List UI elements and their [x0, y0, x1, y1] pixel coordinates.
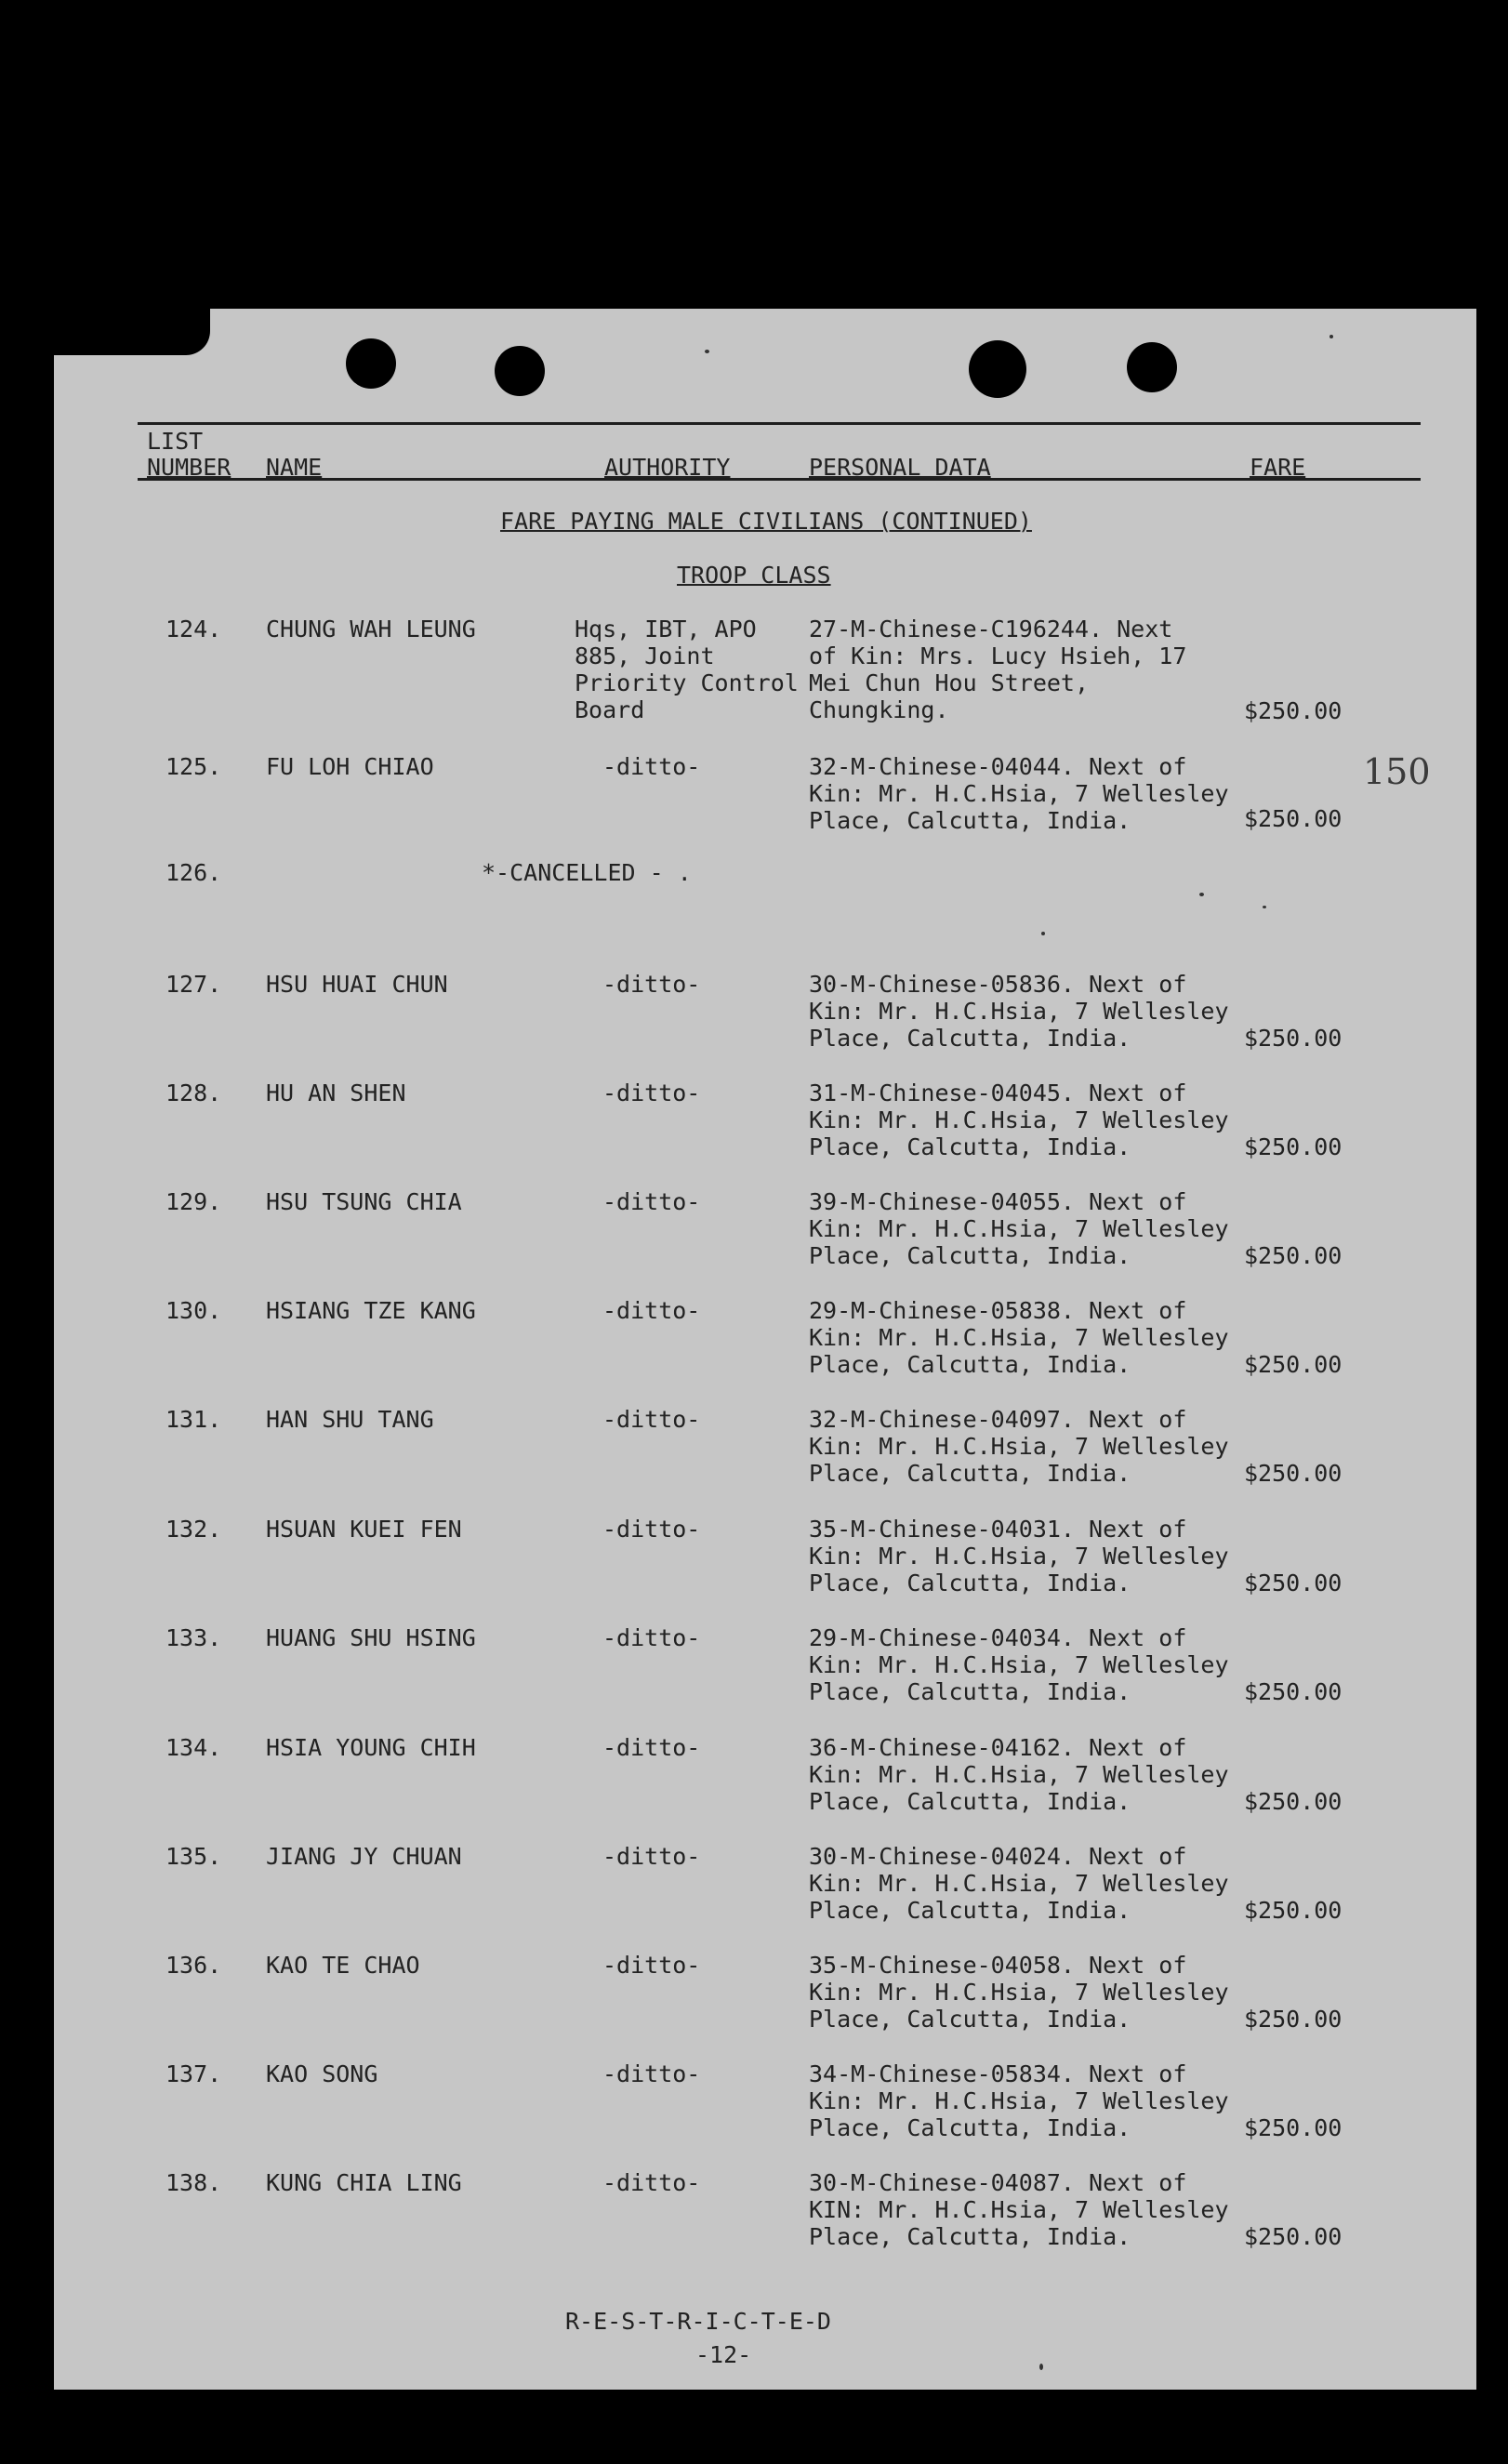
entry-name: KAO TE CHAO — [266, 1952, 420, 1979]
entry-authority: -ditto- — [602, 1297, 701, 1324]
entry-fare: $250.00 — [1244, 2114, 1343, 2141]
entry-personal-data: 32-M-Chinese-04044. Next of Kin: Mr. H.C.Hsia, 7 Wellesley Place, Calcutta, India. — [809, 753, 1229, 834]
scan-speck — [705, 350, 709, 353]
margin-page-stamp: 150 — [1363, 751, 1431, 792]
entry-fare: $250.00 — [1244, 2223, 1343, 2250]
entry-name: HSU HUAI CHUN — [266, 971, 448, 998]
scan-speck — [1199, 893, 1204, 896]
entry-fare: $250.00 — [1244, 1025, 1343, 1052]
entry-number: 131. — [165, 1406, 222, 1433]
entry-number: 127. — [165, 971, 222, 998]
subsection-title: TROOP CLASS — [677, 562, 831, 589]
list-entry — [54, 971, 1476, 1067]
list-entry — [54, 2169, 1476, 2266]
list-entry — [54, 1188, 1476, 1285]
entry-authority: -ditto- — [602, 1952, 701, 1979]
entry-number: 134. — [165, 1734, 222, 1761]
entry-personal-data: 39-M-Chinese-04055. Next of Kin: Mr. H.C.Hsia, 7 Wellesley Place, Calcutta, India. — [809, 1188, 1229, 1269]
entry-fare: $250.00 — [1244, 1678, 1343, 1705]
document-page — [54, 309, 1476, 2390]
entry-fare: $250.00 — [1244, 697, 1343, 724]
page-number: -12- — [695, 2341, 752, 2368]
entry-fare: $250.00 — [1244, 1351, 1343, 1378]
entry-authority: -ditto- — [602, 1843, 701, 1870]
list-entry — [54, 616, 1476, 724]
header-number-label: NUMBER — [147, 454, 231, 481]
entry-authority: Hqs, IBT, APO 885, Joint Priority Control Board — [575, 616, 799, 723]
entry-authority: -ditto- — [602, 1188, 701, 1215]
entry-name: HSIA YOUNG CHIH — [266, 1734, 476, 1761]
entry-number: 126. — [165, 859, 222, 886]
scan-speck — [1329, 335, 1333, 338]
entry-number: 129. — [165, 1188, 222, 1215]
punch-hole-2 — [495, 346, 545, 396]
entry-fare: $250.00 — [1244, 805, 1343, 832]
punch-hole-4 — [1127, 342, 1177, 392]
header-fare-label: FARE — [1250, 454, 1306, 481]
entry-name: HSU TSUNG CHIA — [266, 1188, 462, 1215]
entry-number: 132. — [165, 1516, 222, 1543]
entry-personal-data: 27-M-Chinese-C196244. Next of Kin: Mrs. Lucy Hsieh, 17 Mei Chun Hou Street, Chungking. — [809, 616, 1187, 723]
entry-authority: -ditto- — [602, 2060, 701, 2087]
entry-fare: $250.00 — [1244, 1460, 1343, 1487]
list-entry — [54, 1516, 1476, 1612]
header-bottom-rule — [138, 478, 1421, 481]
entry-fare: $250.00 — [1244, 1788, 1343, 1815]
entry-personal-data: 31-M-Chinese-04045. Next of Kin: Mr. H.C.Hsia, 7 Wellesley Place, Calcutta, India. — [809, 1080, 1229, 1160]
header-list-label: LIST — [147, 428, 204, 455]
section-title: FARE PAYING MALE CIVILIANS (CONTINUED) — [500, 508, 1032, 535]
entry-name: HAN SHU TANG — [266, 1406, 434, 1433]
entry-number: 125. — [165, 753, 222, 780]
entry-personal-data: 35-M-Chinese-04031. Next of Kin: Mr. H.C.Hsia, 7 Wellesley Place, Calcutta, India. — [809, 1516, 1229, 1596]
entry-number: 124. — [165, 616, 222, 642]
entry-fare: $250.00 — [1244, 1897, 1343, 1924]
entry-fare: $250.00 — [1244, 2006, 1343, 2033]
entry-number: 130. — [165, 1297, 222, 1324]
list-entry — [54, 1624, 1476, 1721]
scan-speck — [1041, 932, 1045, 935]
entry-authority: -ditto- — [602, 1406, 701, 1433]
entry-name: JIANG JY CHUAN — [266, 1843, 462, 1870]
entry-personal-data: 30-M-Chinese-05836. Next of Kin: Mr. H.C.Hsia, 7 Wellesley Place, Calcutta, India. — [809, 971, 1229, 1052]
entry-authority: -ditto- — [602, 1624, 701, 1651]
entry-authority: -ditto- — [602, 971, 701, 998]
entry-authority: -ditto- — [602, 1516, 701, 1543]
entry-name: KUNG CHIA LING — [266, 2169, 462, 2196]
list-entry — [54, 753, 1476, 850]
entry-name: KAO SONG — [266, 2060, 378, 2087]
header-top-rule — [138, 422, 1421, 425]
header-personal-data-label: PERSONAL DATA — [809, 454, 991, 481]
entry-personal-data: 35-M-Chinese-04058. Next of Kin: Mr. H.C.Hsia, 7 Wellesley Place, Calcutta, India. — [809, 1952, 1229, 2033]
entry-number: 138. — [165, 2169, 222, 2196]
entry-number: 135. — [165, 1843, 222, 1870]
entry-fare: $250.00 — [1244, 1570, 1343, 1596]
entry-name: FU LOH CHIAO — [266, 753, 434, 780]
entry-personal-data: 34-M-Chinese-05834. Next of Kin: Mr. H.C.Hsia, 7 Wellesley Place, Calcutta, India. — [809, 2060, 1229, 2141]
list-entry — [54, 1843, 1476, 1940]
list-entry — [54, 2060, 1476, 2157]
list-entry — [54, 1406, 1476, 1503]
list-entry — [54, 1297, 1476, 1394]
punch-hole-1 — [346, 338, 396, 389]
page-tab-notch — [54, 309, 210, 355]
entry-personal-data: 30-M-Chinese-04024. Next of Kin: Mr. H.C.Hsia, 7 Wellesley Place, Calcutta, India. — [809, 1843, 1229, 1924]
cancelled-notice: *-CANCELLED - . — [482, 859, 692, 886]
entry-number: 133. — [165, 1624, 222, 1651]
entry-personal-data: 32-M-Chinese-04097. Next of Kin: Mr. H.C.Hsia, 7 Wellesley Place, Calcutta, India. — [809, 1406, 1229, 1487]
entry-name: CHUNG WAH LEUNG — [266, 616, 476, 642]
entry-number: 136. — [165, 1952, 222, 1979]
entry-name: HSUAN KUEI FEN — [266, 1516, 462, 1543]
entry-fare: $250.00 — [1244, 1133, 1343, 1160]
list-entry — [54, 1080, 1476, 1176]
entry-number: 128. — [165, 1080, 222, 1106]
list-entry — [54, 1952, 1476, 2048]
list-entry — [54, 1734, 1476, 1831]
entry-name: HSIANG TZE KANG — [266, 1297, 476, 1324]
header-name-label: NAME — [266, 454, 323, 481]
entry-authority: -ditto- — [602, 2169, 701, 2196]
classification-marking: R-E-S-T-R-I-C-T-E-D — [565, 2308, 831, 2335]
entry-personal-data: 29-M-Chinese-05838. Next of Kin: Mr. H.C.Hsia, 7 Wellesley Place, Calcutta, India. — [809, 1297, 1229, 1378]
entry-fare: $250.00 — [1244, 1242, 1343, 1269]
entry-name: HU AN SHEN — [266, 1080, 406, 1106]
entry-authority: -ditto- — [602, 1734, 701, 1761]
scan-speck — [1263, 906, 1266, 908]
entry-name: HUANG SHU HSING — [266, 1624, 476, 1651]
entry-authority: -ditto- — [602, 1080, 701, 1106]
entry-personal-data: 36-M-Chinese-04162. Next of Kin: Mr. H.C.Hsia, 7 Wellesley Place, Calcutta, India. — [809, 1734, 1229, 1815]
entry-personal-data: 30-M-Chinese-04087. Next of KIN: Mr. H.C.Hsia, 7 Wellesley Place, Calcutta, India. — [809, 2169, 1229, 2250]
punch-hole-3 — [969, 340, 1026, 398]
entry-authority: -ditto- — [602, 753, 701, 780]
header-authority-label: AUTHORITY — [604, 454, 731, 481]
scan-speck — [1039, 2364, 1043, 2370]
entry-number: 137. — [165, 2060, 222, 2087]
entry-personal-data: 29-M-Chinese-04034. Next of Kin: Mr. H.C.Hsia, 7 Wellesley Place, Calcutta, India. — [809, 1624, 1229, 1705]
